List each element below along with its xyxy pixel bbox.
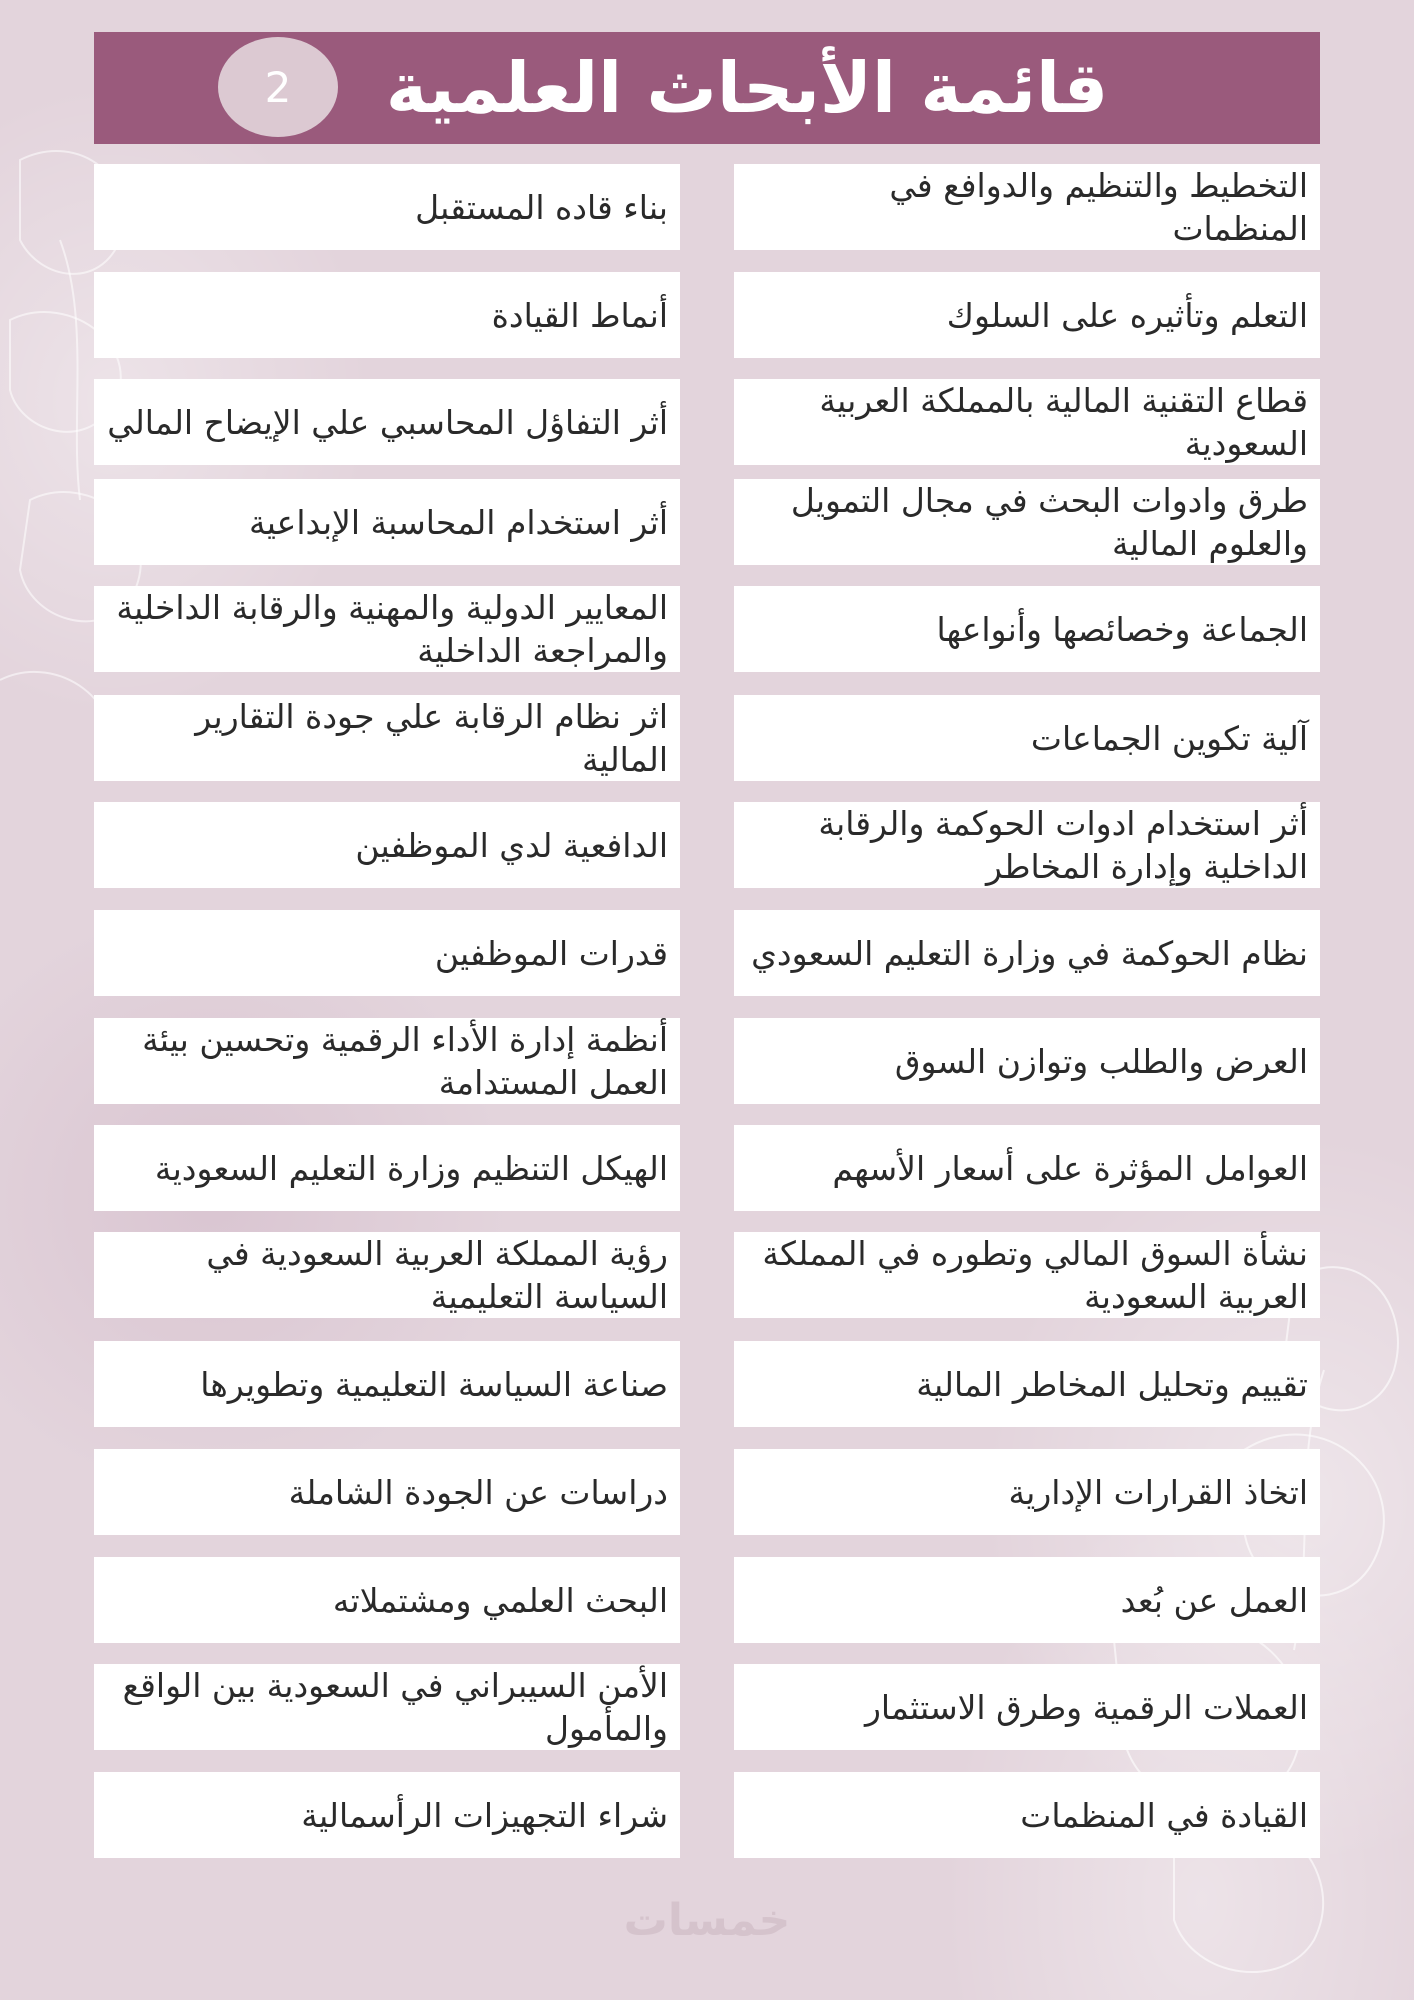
topic-cell: أثر استخدام ادوات الحوكمة والرقابة الداخلية وإدارة المخاطر — [734, 802, 1320, 888]
topic-cell: اثر نظام الرقابة علي جودة التقارير المالية — [94, 695, 680, 781]
topic-cell: رؤية المملكة العربية السعودية في السياسة التعليمية — [94, 1232, 680, 1318]
topic-cell: صناعة السياسة التعليمية وتطويرها — [94, 1341, 680, 1427]
topic-cell: العوامل المؤثرة على أسعار الأسهم — [734, 1125, 1320, 1211]
topic-cell: قدرات الموظفين — [94, 910, 680, 996]
topic-cell: العملات الرقمية وطرق الاستثمار — [734, 1664, 1320, 1750]
topic-cell: الهيكل التنظيم وزارة التعليم السعودية — [94, 1125, 680, 1211]
topic-cell: العرض والطلب وتوازن السوق — [734, 1018, 1320, 1104]
page-number-badge: 2 — [218, 37, 338, 137]
topic-cell: الجماعة وخصائصها وأنواعها — [734, 586, 1320, 672]
topic-cell: أنماط القيادة — [94, 272, 680, 358]
topic-cell: تقييم وتحليل المخاطر المالية — [734, 1341, 1320, 1427]
topic-cell: القيادة في المنظمات — [734, 1772, 1320, 1858]
topic-cell: بناء قاده المستقبل — [94, 164, 680, 250]
topic-cell: نظام الحوكمة في وزارة التعليم السعودي — [734, 910, 1320, 996]
page-title: قائمة الأبحاث العلمية — [385, 47, 1109, 129]
topic-cell: البحث العلمي ومشتملاته — [94, 1557, 680, 1643]
topic-cell: المعايير الدولية والمهنية والرقابة الداخلية والمراجعة الداخلية — [94, 586, 680, 672]
topic-cell: أثر التفاؤل المحاسبي علي الإيضاح المالي — [94, 379, 680, 465]
topic-cell: نشأة السوق المالي وتطوره في المملكة العربية السعودية — [734, 1232, 1320, 1318]
topic-cell: شراء التجهيزات الرأسمالية — [94, 1772, 680, 1858]
topic-cell: التخطيط والتنظيم والدوافع في المنظمات — [734, 164, 1320, 250]
topic-cell: التعلم وتأثيره على السلوك — [734, 272, 1320, 358]
topic-cell: الدافعية لدي الموظفين — [94, 802, 680, 888]
topic-cell: اتخاذ القرارات الإدارية — [734, 1449, 1320, 1535]
header-band — [94, 32, 1320, 144]
topic-cell: أثر استخدام المحاسبة الإبداعية — [94, 479, 680, 565]
topic-cell: العمل عن بُعد — [734, 1557, 1320, 1643]
watermark-logo: خمسات — [623, 1895, 791, 1946]
topic-cell: الأمن السيبراني في السعودية بين الواقع والمأمول — [94, 1664, 680, 1750]
topic-cell: قطاع التقنية المالية بالمملكة العربية السعودية — [734, 379, 1320, 465]
topic-cell: آلية تكوين الجماعات — [734, 695, 1320, 781]
topic-cell: أنظمة إدارة الأداء الرقمية وتحسين بيئة العمل المستدامة — [94, 1018, 680, 1104]
topic-cell: طرق وادوات البحث في مجال التمويل والعلوم المالية — [734, 479, 1320, 565]
topic-cell: دراسات عن الجودة الشاملة — [94, 1449, 680, 1535]
